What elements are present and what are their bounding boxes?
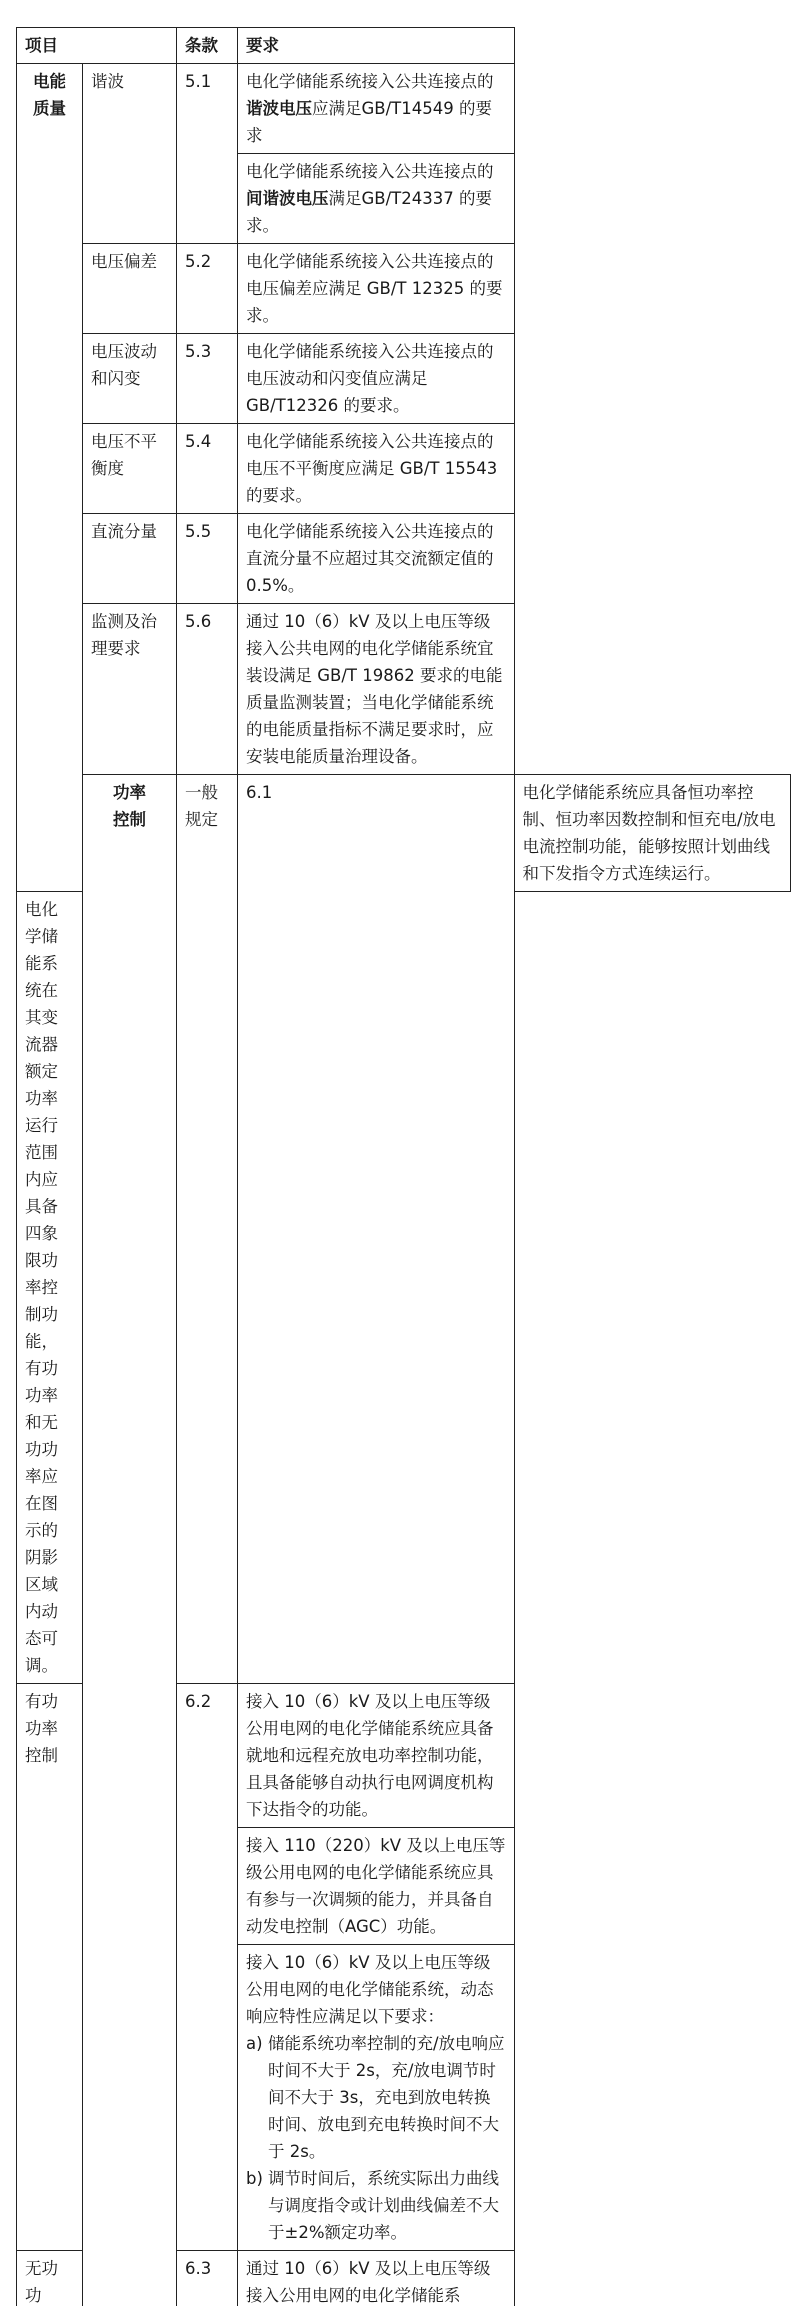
requirement-cell: 电化学储能系统接入公共连接点的直流分量不应超过其交流额定值的 0.5%。 bbox=[238, 514, 515, 604]
requirement-bold-text: 谐波电压 bbox=[246, 99, 312, 118]
clause-cell: 5.6 bbox=[177, 604, 238, 775]
clause-cell: 5.1 bbox=[177, 64, 238, 244]
clause-cell: 6.1 bbox=[238, 775, 515, 1684]
list-marker: a) bbox=[246, 2030, 268, 2165]
requirement-cell: 电化学储能系统接入公共连接点的电压偏差应满足 GB/T 12325 的要求。 bbox=[238, 244, 515, 334]
clause-cell: 5.3 bbox=[177, 334, 238, 424]
category-label: 质量 bbox=[25, 95, 74, 122]
requirements-table bbox=[16, 27, 791, 2306]
requirement-intro: 接入 10（6）kV 及以上电压等级公用电网的电化学储能系统，动态响应特性应满足以下要求： bbox=[246, 1949, 506, 2030]
requirement-cell bbox=[238, 154, 515, 244]
category-label: 控制 bbox=[91, 806, 168, 833]
requirement-cell: 接入 110（220）kV 及以上电压等级公用电网的电化学储能系统应具有参与一次调频的能力，并具备自动发电控制（AGC）功能。 bbox=[238, 1828, 515, 1945]
subitem-cell: 电压波动和闪变 bbox=[83, 334, 177, 424]
requirement-cell bbox=[238, 1945, 515, 2251]
header-item: 项目 bbox=[17, 28, 177, 64]
table-row bbox=[17, 604, 791, 775]
subitem-cell: 电压不平衡度 bbox=[83, 424, 177, 514]
table-row bbox=[17, 334, 791, 424]
clause-cell: 6.3 bbox=[177, 2251, 238, 2306]
subitem-cell: 谐波 bbox=[83, 64, 177, 244]
clause-cell: 5.4 bbox=[177, 424, 238, 514]
requirement-bold-text: 间谐波电压 bbox=[246, 189, 329, 208]
requirement-text: 满足GB/T24337 的要求。 bbox=[246, 189, 492, 235]
table-row bbox=[17, 64, 791, 154]
table-row bbox=[17, 244, 791, 334]
requirement-cell: 通过 10（6）kV 及以上电压等级接入公用电网的电化学储能系 bbox=[238, 2251, 515, 2306]
requirement-cell: 接入 10（6）kV 及以上电压等级公用电网的电化学储能系统应具备就地和远程充放电功率控制功能，且具备能够自动执行电网调度机构下达指令的功能。 bbox=[238, 1684, 515, 1828]
requirement-text: 应满足GB/T14549 的要求 bbox=[246, 99, 492, 145]
table-row bbox=[17, 424, 791, 514]
list-item bbox=[246, 2030, 506, 2165]
clause-cell: 5.5 bbox=[177, 514, 238, 604]
table-row bbox=[17, 514, 791, 604]
requirement-text: 电化学储能系统接入公共连接点的 bbox=[246, 72, 494, 91]
table-header-row bbox=[17, 28, 791, 64]
subitem-cell: 电压偏差 bbox=[83, 244, 177, 334]
subitem-cell: 直流分量 bbox=[83, 514, 177, 604]
requirement-cell: 电化学储能系统接入公共连接点的电压不平衡度应满足 GB/T 15543 的要求。 bbox=[238, 424, 515, 514]
header-clause: 条款 bbox=[177, 28, 238, 64]
clause-cell: 6.2 bbox=[177, 1684, 238, 2251]
table-row bbox=[17, 775, 791, 892]
requirement-cell: 电化学储能系统应具备恒功率控制、恒功率因数控制和恒充电/放电电流控制功能，能够按照计划曲线和下发指令方式连续运行。 bbox=[514, 775, 791, 892]
requirement-cell bbox=[238, 64, 515, 154]
clause-cell: 5.2 bbox=[177, 244, 238, 334]
header-requirement: 要求 bbox=[238, 28, 515, 64]
list-item-text: 调节时间后，系统实际出力曲线与调度指令或计划曲线偏差不大于±2%额定功率。 bbox=[268, 2165, 506, 2246]
category-label: 功率 bbox=[91, 779, 168, 806]
requirement-text: 电化学储能系统接入公共连接点的 bbox=[246, 162, 494, 181]
requirement-cell: 通过 10（6）kV 及以上电压等级接入公共电网的电化学储能系统宜装设满足 GB/T 19862 要求的电能质量监测装置；当电化学储能系统的电能质量指标不满足要求时，应安装电能质量治理设备。 bbox=[238, 604, 515, 775]
subitem-cell: 一般规定 bbox=[177, 775, 238, 1684]
requirement-cell: 电化学储能系统在其变流器额定功率运行范围内应具备四象限功率控制功能，有功功率和无功功率应在图示的阴影区域内动态可调。 bbox=[17, 892, 83, 1684]
list-marker: b) bbox=[246, 2165, 268, 2246]
subitem-cell: 监测及治理要求 bbox=[83, 604, 177, 775]
list-item-text: 储能系统功率控制的充/放电响应时间不大于 2s，充/放电调节时间不大于 3s，充电到放电转换时间、放电到充电转换时间不大于 2s。 bbox=[268, 2030, 506, 2165]
category-label: 电能 bbox=[25, 68, 74, 95]
category-power-quality bbox=[17, 64, 83, 892]
subitem-cell: 无功功 bbox=[17, 2251, 83, 2306]
subitem-cell: 有功功率控制 bbox=[17, 1684, 83, 2251]
category-power-control bbox=[83, 775, 177, 2306]
requirement-cell: 电化学储能系统接入公共连接点的电压波动和闪变值应满足GB/T12326 的要求。 bbox=[238, 334, 515, 424]
list-item bbox=[246, 2165, 506, 2246]
